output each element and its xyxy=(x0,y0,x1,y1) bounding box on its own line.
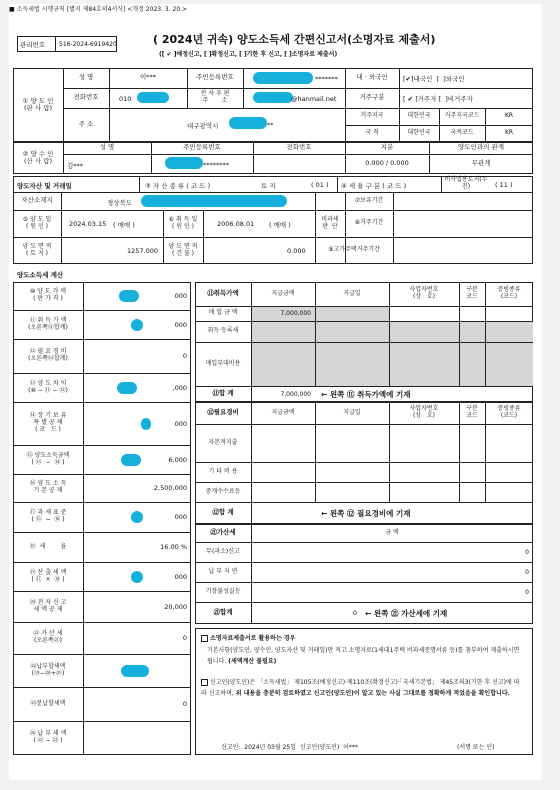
luxury-house-period-label: ⑨고가주택거주기간 xyxy=(328,246,380,254)
land-area-label: 양 도 면 적 ( 토 지 ) xyxy=(22,242,52,257)
acq-header-amount: 지급금액 xyxy=(271,289,295,297)
calc-row-value: ,000 xyxy=(172,383,187,392)
shaded-cell xyxy=(251,342,533,386)
notice-body-1: 기본사항(양도인, 양수인, 양도자산 및 거래일)만 적고 소명자료(1세대1주택 비과세증명서류 등)를 첨부하여 제출하시면 됩니다. (세액계산 불필요) xyxy=(207,647,520,665)
penalty-row-value: 0 xyxy=(525,568,529,576)
signature-line: 신고인: 2024년 03월 25일 신고인(양도인) 이*** xyxy=(221,744,358,751)
calc-row-label: ⑮ 양도소득금액 ( ⑬ − ⑭ ) xyxy=(26,451,70,466)
transferee-heading: ② 양 수 인 (산 사 람) xyxy=(22,149,54,165)
transferee-name: 김*** xyxy=(67,162,84,170)
asset-location: 경상북도 xyxy=(107,199,133,207)
acq-tax-label: 취득·등록세 xyxy=(207,327,239,335)
transferor-name: 이*** xyxy=(139,73,157,82)
notice-checkbox[interactable] xyxy=(201,635,208,642)
acquisition-date-label: ⑥ 취 득 일 ( 원 인 ) xyxy=(168,215,198,230)
building-area-label: 양 도 면 적 ( 건 물 ) xyxy=(168,242,198,257)
declaration-checkbox[interactable] xyxy=(201,679,208,686)
penalty-amount-header: 금 액 xyxy=(385,528,399,536)
exp-header-date: 지급일 xyxy=(343,408,361,416)
sign-date: 2024년 03월 25일 xyxy=(244,744,296,751)
calc-row-label: ⑰ 과 세 표 준 ( ⑮ − ⑯ ) xyxy=(29,509,67,523)
transferee-id-header: 주민등록번호 xyxy=(183,143,221,152)
email-label: 전 자 우 편 주 소 xyxy=(200,90,230,104)
calc-row-label: ㉒납부할세액 (⑲−⑳+㉑) xyxy=(30,662,66,677)
management-number: 516-2024-6919420 xyxy=(59,41,117,48)
nation: 대한민국 xyxy=(407,129,431,137)
calc-row-value: 000 xyxy=(174,292,187,300)
name-label: 성 명 xyxy=(78,73,94,82)
exp-header-code: 구분 코드 xyxy=(466,405,478,419)
acq-note: ← 왼쪽 ⑪ 취득가액에 기재 xyxy=(321,390,411,399)
tax-form-page xyxy=(9,4,541,780)
nation-label: 국 적 xyxy=(365,129,379,137)
resident-option[interactable]: 거주자 xyxy=(417,95,437,103)
acq-sum: 7,000,000 xyxy=(280,390,311,398)
country-res: 대한민국 xyxy=(407,112,431,120)
country-res-label: 거주지국 xyxy=(360,112,384,120)
redaction-mark xyxy=(165,157,203,169)
calc-row-label: ⑫ 필 요 경 비 (오른쪽⑫합계) xyxy=(28,348,68,362)
calc-row-label: ㉓분납할세액 xyxy=(30,699,66,707)
transferee-share-header: 지분 xyxy=(380,143,394,152)
transferor-address: 대구광역시 xyxy=(187,122,219,130)
calc-row-value: 16.00 % xyxy=(160,543,187,551)
calc-row-label: ⑬ 양 도 차 익 (⑩ − ⑪ − ⑫) xyxy=(28,379,68,394)
transferor-address-tail: ** xyxy=(267,121,274,129)
calc-row-label: ㉑ 가 산 세 (오른쪽㉑) xyxy=(33,630,63,644)
exp-note: ← 왼쪽 ⑫ 필요경비에 기재 xyxy=(321,509,411,518)
penalty-title: ㉑가산세 xyxy=(210,528,236,537)
penalty-row-value: 0 xyxy=(525,548,529,556)
calc-row-label: ⑩ 양 도 가 액 ( 판 가 격 ) xyxy=(29,288,67,302)
calc-row-value xyxy=(83,721,187,755)
shaded-cell xyxy=(251,321,533,342)
acq-header-bizno: 사업자번호 (상 호) xyxy=(409,286,439,300)
transferee-phone-header: 전화번호 xyxy=(286,143,312,152)
redaction-mark xyxy=(253,92,293,103)
building-area: 0.000 xyxy=(287,247,306,255)
transferee-relation: 무관계 xyxy=(471,159,491,168)
report-type-line: ([ ✔ ]예정신고, [ ]확정신고, [ ]기한 후 신고, [ ]소명자료 제출서) xyxy=(159,51,338,58)
transfer-date-label: ⑤ 양 도 일 ( 원 인 ) xyxy=(22,215,52,230)
transfer-cause: ( 매매 ) xyxy=(113,221,135,229)
acq-title: ⑪취득가액 xyxy=(207,289,239,298)
land-area: 1257.000 xyxy=(127,247,159,255)
penalty-row-value: 0 xyxy=(525,588,529,596)
calc-row-value: 0 xyxy=(182,700,187,708)
calc-row-value: 000 xyxy=(174,419,187,428)
brokerage-fee-label: 중개수수료등 xyxy=(205,487,241,495)
calc-row-value: 000 xyxy=(174,320,187,329)
residence-label: 거주구분 xyxy=(359,93,385,102)
signature-note[interactable]: (서명 또는 인) xyxy=(457,744,495,751)
calc-row-value: 000 xyxy=(174,513,187,521)
penalty-note: ← 왼쪽 ㉑ 가산세에 기재 xyxy=(365,609,448,618)
transferor-id-number: ******* xyxy=(315,75,338,83)
other-expense-label: 기 타 비 용 xyxy=(208,467,238,475)
penalty-row-label: 납 부 지 연 xyxy=(208,567,238,575)
notice-body-2: 신고인(양도인)은 「소득세법」 제105조(예정신고)·제110조(확정신고)·「국세기본법」 제45조의3(기한 후 신고)에 따라 신고하며, 위 내용을 충분히 검토하였고 신고인(양도인)이 알고 있는 사실 그대로를 정확하게 적었음을 확인합니다. xyxy=(201,679,520,697)
calc-row-value: 0 xyxy=(182,352,187,360)
acq-header-date: 지급일 xyxy=(343,289,361,297)
calc-row-label: ⑪ 취 득 가 액 (오른쪽⑪합계) xyxy=(28,316,68,331)
exp-header-amount: 지급금액 xyxy=(271,408,295,416)
asset-heading: 양도자산 및 거래일 xyxy=(17,182,72,190)
nontax-judgement-label: 비과세 판 단 xyxy=(321,215,339,230)
foreign-option[interactable]: 외국인 xyxy=(445,75,465,83)
calc-row-label: ⑳ 전 자 신 고 세 액 공 제 xyxy=(29,598,67,613)
acquisition-cause: ( 매매 ) xyxy=(269,221,291,229)
acq-sum-label: ⑪합 계 xyxy=(212,389,234,398)
residence-period-label: ⑧거주기간 xyxy=(354,219,384,227)
calc-row-label: ㉔ 납 부 세 액 ( ㉒ − ㉓ ) xyxy=(29,730,67,744)
transferee-id-number: ******** xyxy=(203,161,229,169)
redaction-mark xyxy=(141,195,287,207)
residence-options: [ ✔ ]거주자 [ ]비거주자 xyxy=(403,95,473,103)
calc-row-label: ⑲ 산 출 세 액 ( ⑰ × ⑱ ) xyxy=(29,568,67,583)
domestic-check[interactable]: ✔ xyxy=(405,75,411,83)
acq-header-proof: 증빙종류 (코드) xyxy=(497,286,521,300)
asset-kind: 토 지 xyxy=(261,182,276,190)
penalty-sum: 0 xyxy=(352,609,357,617)
address-label: 주 소 xyxy=(78,120,94,129)
penalty-row-label: 기장불성실등 xyxy=(205,587,241,595)
country-code: KR xyxy=(504,112,514,120)
transferor-email: @hanmail.net xyxy=(291,95,337,103)
redaction-mark xyxy=(253,72,313,84)
notice-title-row xyxy=(201,633,295,642)
asset-kind-code: ( 01 ) xyxy=(311,181,329,189)
country-code-label: 거주지국코드 xyxy=(444,112,480,120)
calc-row-label: ⑱ 세 율 xyxy=(29,542,67,550)
capital-expense-label: 자본적지출 xyxy=(208,438,238,446)
form-title: ( 2024년 귀속) 양도소득세 간편신고서(소명자료 제출서) xyxy=(153,33,436,46)
purchase-price: 7,000,000 xyxy=(280,310,311,317)
calc-row-value: 0 xyxy=(182,634,187,642)
acq-header-code: 구분 코드 xyxy=(466,286,478,300)
notice-title: 소명자료제출서로 활용하는 경우 xyxy=(210,635,296,642)
exp-title: ⑫필요경비 xyxy=(207,408,239,417)
calc-row-value: 2,500,000 xyxy=(153,484,187,492)
acq-etc-label: 매입부대비용 xyxy=(205,359,241,367)
transfer-date: 2024.03.15 xyxy=(69,220,107,228)
nonresident-option[interactable]: 비거주자 xyxy=(447,95,473,103)
form-reference: ■ 소득세법 시행규칙 [별지 제84호의4서식] <개정 2023. 3. 20.> xyxy=(9,6,188,13)
calc-row-value xyxy=(83,654,187,687)
exp-header-bizno: 사업자번호 (상 호) xyxy=(409,405,439,419)
calc-row-label: ⑯ 양 도 소 득 기 본 공 제 xyxy=(29,480,67,494)
redaction-mark xyxy=(229,117,267,129)
nation-code-label: 국적코드 xyxy=(450,129,474,137)
nationality-options: [✔]내국인 [ ]외국인 xyxy=(403,75,465,83)
nonbiz-land-code: ( 11 ) xyxy=(495,181,513,189)
id-number-label: 주민등록번호 xyxy=(196,73,234,82)
nonbiz-land-label: 비사업용토지(누진) xyxy=(444,176,488,190)
purchase-price-label: 매 입 금 액 xyxy=(208,309,238,317)
calc-row-value: 000 xyxy=(174,572,187,581)
penalty-sum-label: ㉑합계 xyxy=(213,608,233,617)
exp-sum-label: ⑫합 계 xyxy=(212,508,234,517)
asset-kind-label: ③ 자 산 종 류 ( 코 드 ) xyxy=(145,182,211,190)
nation-code: KR xyxy=(504,129,514,137)
calc-row-label: ⑭ 장 기 보 유 특 별 공 제 ( 코 드 ) xyxy=(29,412,67,433)
calc-row-value: 6,000 xyxy=(168,455,187,464)
transferor-phone: 010 xyxy=(119,95,132,103)
holding-period-label: ⑦보유기간 xyxy=(354,196,384,204)
management-number-label: 관리번호 xyxy=(20,41,46,49)
signer-name: 이*** xyxy=(343,744,358,751)
acquisition-date: 2006.08.01 xyxy=(217,220,255,228)
calc-heading: 양도소득세 계산 xyxy=(17,271,64,279)
transferee-share: 0.000 / 0.000 xyxy=(365,159,409,168)
transferee-relation-header: 양도인과의 관계 xyxy=(457,143,505,152)
calc-row-value: 20,000 xyxy=(164,602,187,611)
phone-label: 전화번호 xyxy=(73,93,99,102)
tax-rate-class-label: ④ 세 율 구 분 ( 코 드 ) xyxy=(341,182,407,190)
nationality-label: 내 · 외국인 xyxy=(356,73,388,82)
asset-location-label: 자산소재지 xyxy=(21,196,53,205)
redaction-mark xyxy=(137,92,169,103)
exp-header-proof: 증빙종류 (코드) xyxy=(497,405,521,419)
penalty-row-label: 무(과소)신고 xyxy=(206,547,240,555)
transferor-heading: ① 양 도 인 (판 사 람) xyxy=(22,96,54,112)
transferee-name-header: 성 명 xyxy=(99,143,115,152)
